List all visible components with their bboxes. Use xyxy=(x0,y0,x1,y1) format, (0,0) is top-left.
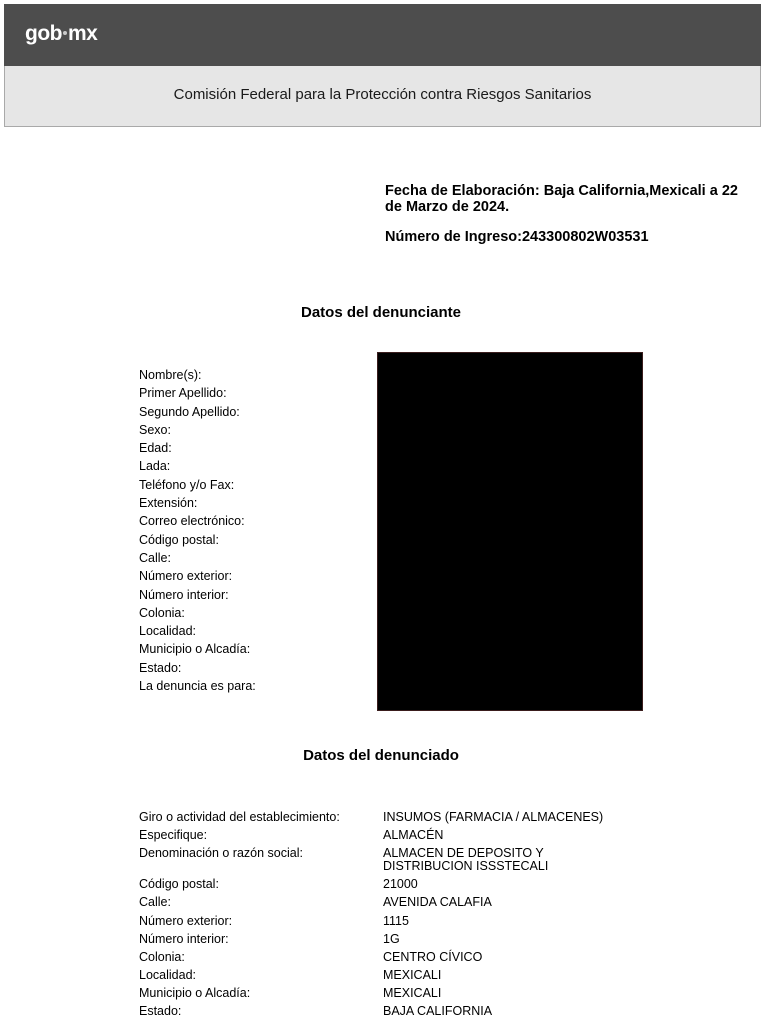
section-title-denunciante: Datos del denunciante xyxy=(300,304,462,321)
denunciado-field-value: INSUMOS (FARMACIA / ALMACENES) xyxy=(383,809,604,824)
denunciado-field-label: Localidad: xyxy=(139,968,196,983)
denunciado-field-label: Código postal: xyxy=(139,877,219,892)
top-banner xyxy=(4,4,761,66)
denunciado-field-label: Colonia: xyxy=(139,949,185,964)
denunciante-field-label: Sexo: xyxy=(139,422,171,437)
denunciante-field-label: Primer Apellido: xyxy=(139,386,227,401)
logo-dot-icon xyxy=(63,31,67,35)
denunciante-field-label: Municipio o Alcadía: xyxy=(139,642,251,657)
agency-bar xyxy=(4,66,761,127)
denunciante-field-label: Extensión: xyxy=(139,496,198,511)
denunciado-row xyxy=(139,876,739,894)
denunciado-field-label: Número exterior: xyxy=(139,913,233,928)
agency-title: Comisión Federal para la Protección contra Riesgos Sanitarios xyxy=(173,86,592,103)
denunciado-row xyxy=(139,930,739,948)
denunciado-field-label: Denominación o razón social: xyxy=(139,845,303,860)
denunciado-field-label: Giro o actividad del establecimiento: xyxy=(139,809,340,824)
denunciado-field-value: MEXICALI xyxy=(383,986,442,1001)
denunciado-row xyxy=(139,967,739,985)
denunciante-field-label: Segundo Apellido: xyxy=(139,404,240,419)
denunciado-field-value xyxy=(383,847,739,873)
denunciante-field-label: Número exterior: xyxy=(139,569,233,584)
denunciado-field-label: Especifique: xyxy=(139,827,208,842)
denunciado-table xyxy=(139,808,739,1021)
denunciante-field-label: Teléfono y/o Fax: xyxy=(139,477,235,492)
denunciante-field-label: Nombre(s): xyxy=(139,368,202,382)
denunciado-row xyxy=(139,948,739,966)
denunciante-field-label: Localidad: xyxy=(139,624,196,639)
denunciado-row xyxy=(139,826,739,844)
denunciante-field-label: Calle: xyxy=(139,550,171,565)
denunciante-field-label: La denuncia es para: xyxy=(139,679,256,694)
denunciado-field-value: CENTRO CÍVICO xyxy=(383,949,483,964)
denunciante-field-label: Estado: xyxy=(139,660,182,675)
logo-text: gob xyxy=(25,22,62,45)
denunciado-field-label: Estado: xyxy=(139,1004,182,1019)
denunciante-field-label: Colonia: xyxy=(139,605,185,620)
denunciado-value-line: DISTRIBUCION ISSSTECALI xyxy=(383,858,549,873)
denunciante-labels xyxy=(139,366,256,695)
denunciante-field-label: Código postal: xyxy=(139,532,219,547)
denunciado-field-label: Número interior: xyxy=(139,931,229,946)
section-title-denunciado: Datos del denunciado xyxy=(303,747,459,764)
logo-suffix: mx xyxy=(67,22,98,45)
denunciado-row xyxy=(139,844,739,875)
numero-ingreso: Número de Ingreso:243300802W03531 xyxy=(385,229,649,245)
denunciante-field-label: Edad: xyxy=(139,441,172,456)
fecha-elaboracion: Fecha de Elaboración: Baja California,Mexicali a 22 de Marzo de 2024. xyxy=(385,183,738,215)
denunciado-field-value: AVENIDA CALAFIA xyxy=(383,895,492,910)
denunciado-field-label: Calle: xyxy=(139,895,171,910)
denunciado-field-value: BAJA CALIFORNIA xyxy=(383,1004,493,1019)
denunciado-field-value: ALMACÉN xyxy=(383,827,444,842)
denunciado-row xyxy=(139,912,739,930)
denunciado-value-line: ALMACEN DE DEPOSITO Y xyxy=(383,845,544,860)
denunciado-row xyxy=(139,985,739,1003)
denunciado-field-value: 1G xyxy=(383,931,400,946)
denunciado-row xyxy=(139,808,739,826)
denunciado-row xyxy=(139,894,739,912)
denunciante-field-label: Lada: xyxy=(139,459,171,474)
redaction-block xyxy=(377,352,643,711)
denunciado-row xyxy=(139,1003,739,1021)
denunciado-field-value: MEXICALI xyxy=(383,968,442,983)
gobmx-logo[interactable] xyxy=(25,22,97,46)
denunciado-field-label: Municipio o Alcadía: xyxy=(139,986,251,1001)
denunciante-field-label: Número interior: xyxy=(139,587,229,602)
denunciante-field-label: Correo electrónico: xyxy=(139,514,245,529)
denunciado-field-value: 21000 xyxy=(383,877,418,892)
denunciado-field-value: 1115 xyxy=(383,913,409,928)
